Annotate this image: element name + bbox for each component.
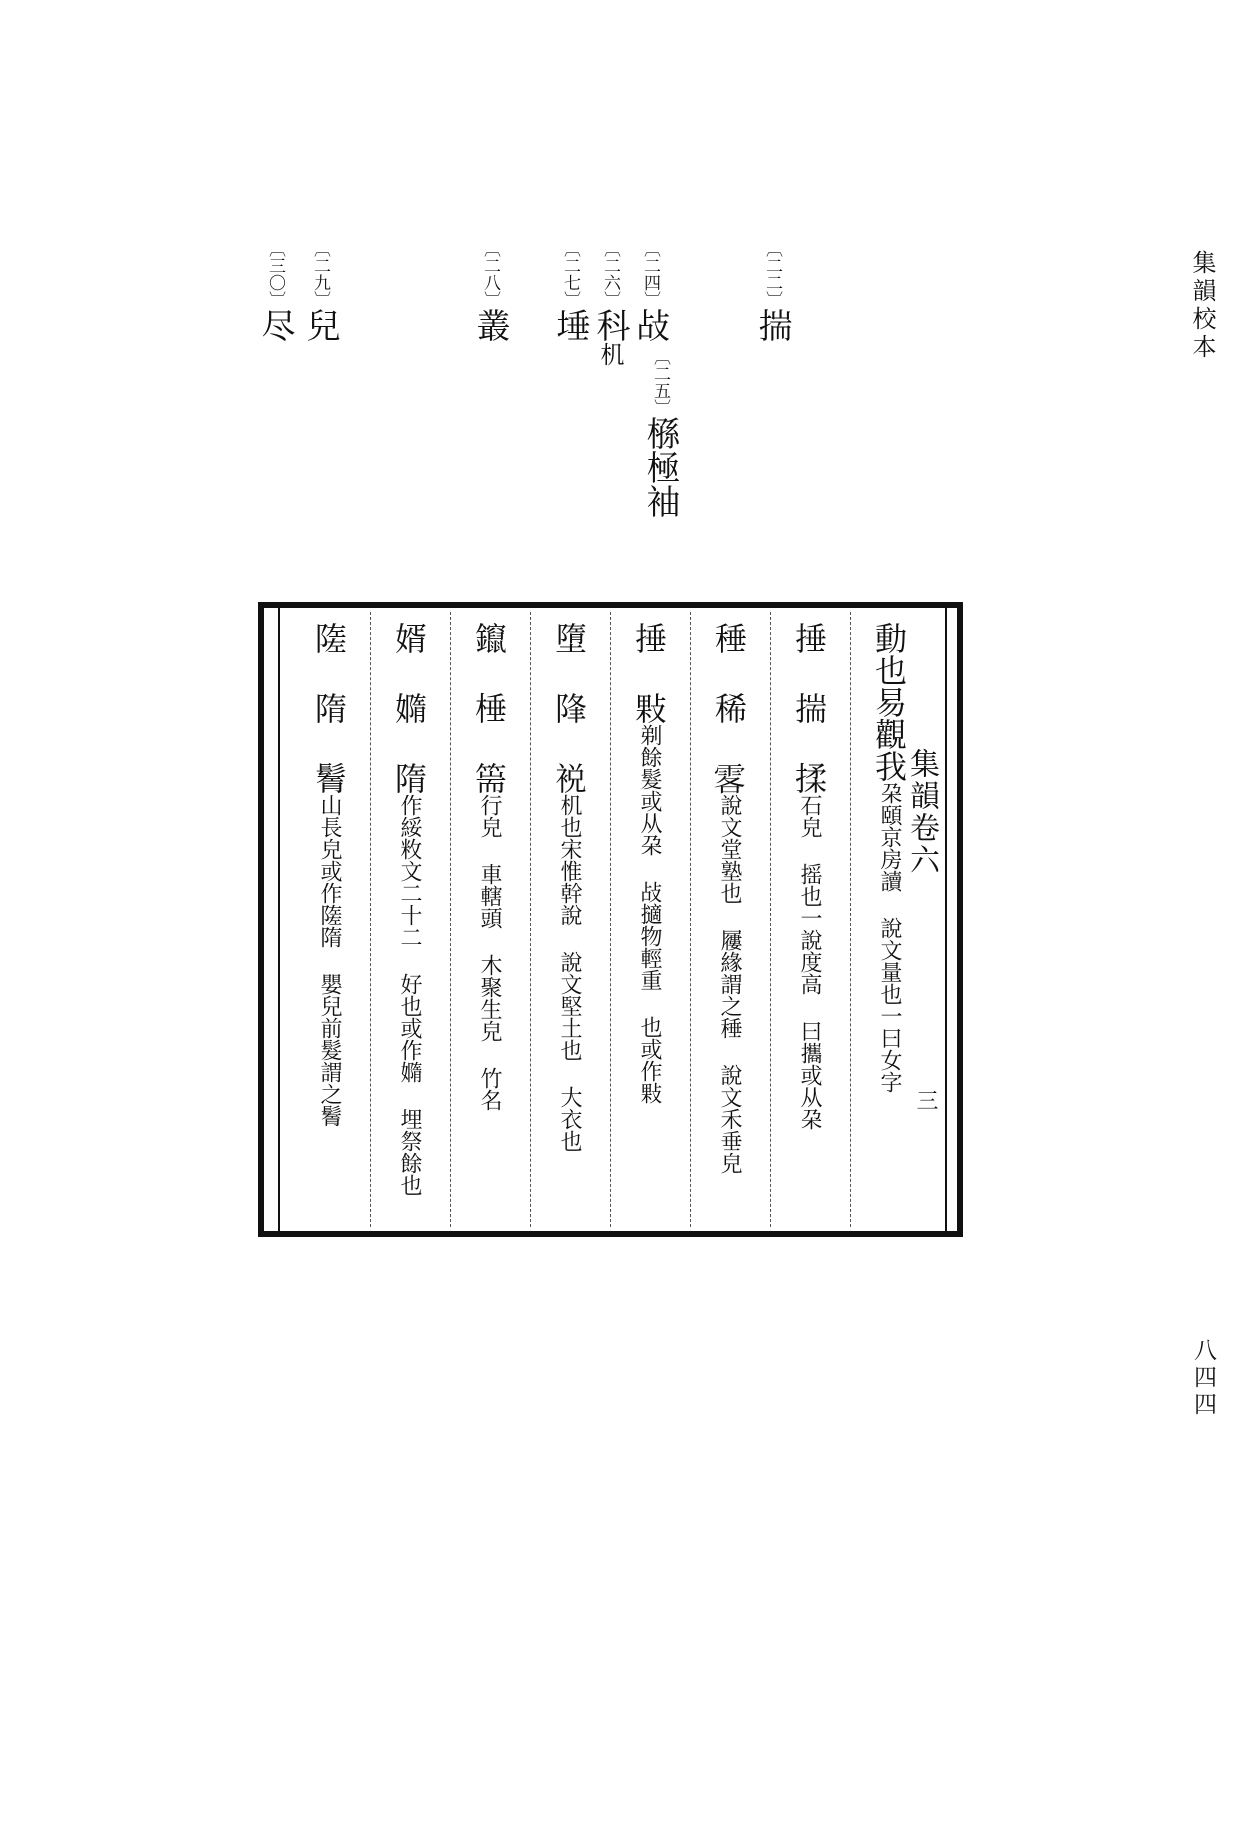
note-tag: 〔二二〕	[762, 240, 782, 308]
column-main-text: 䅜 稀 𩂣	[710, 622, 748, 794]
note-tag: 〔二六〕	[600, 240, 620, 308]
text-column-5	[540, 622, 598, 1222]
block-margin-title: 集韻卷六	[904, 748, 939, 876]
column-rule	[370, 612, 371, 1227]
text-column-8	[300, 622, 358, 1222]
column-main-text: 婿 嫷 隋	[390, 622, 428, 794]
column-rule	[450, 612, 451, 1227]
column-commentary: 行皃 車轄頭 木聚生皃 竹名	[477, 794, 502, 1111]
collation-note	[255, 240, 295, 342]
block-margin-mark: 三	[913, 1089, 938, 1111]
note-tag: 〔二八〕	[480, 240, 500, 308]
collation-note	[300, 240, 340, 342]
note-tag: 〔二四〕	[640, 240, 660, 308]
note-text: 尽	[255, 308, 295, 342]
note-text: 科	[590, 308, 630, 342]
text-column-3	[700, 622, 758, 1222]
note-text: 埵	[550, 308, 590, 342]
column-rule	[850, 612, 851, 1227]
collation-note	[630, 240, 670, 342]
note-text: 槂極袖	[640, 416, 680, 518]
collation-note	[550, 240, 590, 342]
note-tag: 〔二五〕	[650, 348, 670, 416]
column-rule	[690, 612, 691, 1227]
collation-note	[640, 348, 680, 518]
column-main-text: 動也易觀我	[870, 622, 908, 782]
running-title: 集韻校本	[1188, 250, 1216, 362]
column-main-text: 捶 敤	[630, 622, 668, 724]
note-tag: 〔三〇〕	[265, 240, 285, 308]
column-commentary: 山長皃或作隓隋 嬰兒前髮謂之鬌	[317, 794, 342, 1127]
column-commentary: 剃餘髮或从朶 敁擿物輕重 也或作敤	[637, 724, 662, 1104]
collation-note	[752, 240, 792, 342]
collation-note	[590, 240, 630, 366]
column-rule	[530, 612, 531, 1227]
column-main-text: 鑹 棰 篅	[470, 622, 508, 794]
column-rule	[610, 612, 611, 1227]
column-commentary: 說文堂塾也 屨緣謂之䅜 說文禾垂皃	[717, 794, 742, 1174]
frame-inner-line	[278, 608, 280, 1231]
note-text: 揣	[752, 308, 792, 342]
note-text: 叢	[470, 308, 510, 342]
text-column-2	[780, 622, 838, 1222]
column-commentary: 朶頤京房讀 說文量也一曰女字	[877, 782, 902, 1093]
note-tag: 〔二七〕	[560, 240, 580, 308]
note-text: 敁	[630, 308, 670, 342]
column-rule	[770, 612, 771, 1227]
note-subtext: 机	[596, 342, 624, 366]
note-tag: 〔二九〕	[310, 240, 330, 308]
woodblock-frame	[258, 602, 963, 1237]
column-commentary: 机也宋惟幹說 說文堅土也 大衣也	[557, 794, 582, 1152]
column-main-text: 捶 揣 揉	[790, 622, 828, 794]
note-text: 兒	[300, 308, 340, 342]
text-column-4	[620, 622, 678, 1222]
text-column-6	[460, 622, 518, 1222]
text-column-1	[860, 622, 918, 1222]
collation-note	[470, 240, 510, 342]
page-number: 八四四	[1190, 1338, 1216, 1419]
frame-fold-line	[945, 608, 947, 1231]
column-commentary: 作綏敉文二十二 好也或作嫷 埋祭餘也	[397, 794, 422, 1196]
column-commentary: 石皃 摇也一說度高 曰攜或从朶	[797, 794, 822, 1130]
column-main-text: 墮 䧏 裞	[550, 622, 588, 794]
column-main-text: 隓 隋 鬌	[310, 622, 348, 794]
text-column-7	[380, 622, 438, 1222]
